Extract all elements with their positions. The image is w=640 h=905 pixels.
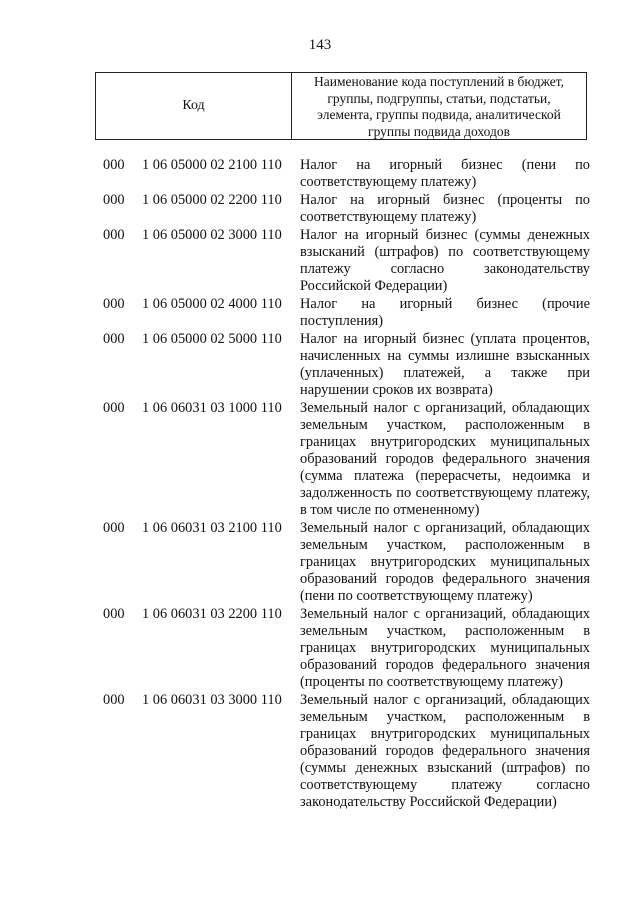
table-row: [0, 192, 640, 226]
description-line: образований городов федерального значения: [300, 571, 590, 587]
description-line: образований городов федерального значения: [300, 451, 590, 467]
description-line: Налог на игорный бизнес (прочие: [300, 296, 590, 312]
table-row: [0, 331, 640, 399]
description-line: в том числе по отмененному): [300, 502, 480, 518]
row-revenue-code: 1 06 06031 03 2100 110: [142, 520, 282, 536]
row-description: [300, 400, 590, 519]
description-line: нарушении сроков их возврата): [300, 382, 493, 398]
description-line: Земельный налог с организаций, обладающих: [300, 606, 590, 622]
description-line: взысканий (штрафов) по соответствующему: [300, 244, 590, 260]
header-name-line: группы подвида доходов: [368, 123, 510, 139]
code-table-body: [0, 157, 640, 812]
row-admin-code: 000: [103, 296, 125, 312]
row-revenue-code: 1 06 05000 02 2100 110: [142, 157, 282, 173]
description-line: законодательству Российской Федерации): [300, 794, 557, 810]
row-description: [300, 227, 590, 295]
row-revenue-code: 1 06 06031 03 1000 110: [142, 400, 282, 416]
description-line: (пени по соответствующему платежу): [300, 588, 533, 604]
description-line: земельным участком, расположенным в: [300, 709, 590, 725]
row-admin-code: 000: [103, 157, 125, 173]
row-admin-code: 000: [103, 606, 125, 622]
description-line: границах внутригородских муниципальных: [300, 726, 590, 742]
table-header: [95, 72, 587, 140]
description-line: задолженность по соответствующему платежу,: [300, 485, 590, 501]
row-admin-code: 000: [103, 227, 125, 243]
row-revenue-code: 1 06 06031 03 3000 110: [142, 692, 282, 708]
row-description: [300, 520, 590, 605]
row-admin-code: 000: [103, 400, 125, 416]
row-revenue-code: 1 06 05000 02 4000 110: [142, 296, 282, 312]
table-row: [0, 157, 640, 191]
row-description: [300, 331, 590, 399]
description-line: образований городов федерального значения: [300, 743, 590, 759]
description-line: платежу согласно законодательству: [300, 261, 590, 277]
description-line: земельным участком, расположенным в: [300, 537, 590, 553]
description-line: границах внутригородских муниципальных: [300, 640, 590, 656]
table-row: [0, 227, 640, 295]
description-line: Земельный налог с организаций, обладающих: [300, 520, 590, 536]
row-revenue-code: 1 06 05000 02 3000 110: [142, 227, 282, 243]
description-line: Налог на игорный бизнес (проценты по: [300, 192, 590, 208]
header-name-cell: [292, 73, 586, 139]
description-line: границах внутригородских муниципальных: [300, 554, 590, 570]
description-line: Налог на игорный бизнес (пени по: [300, 157, 590, 173]
row-revenue-code: 1 06 05000 02 2200 110: [142, 192, 282, 208]
description-line: соответствующему платежу согласно: [300, 777, 590, 793]
description-line: Земельный налог с организаций, обладающих: [300, 400, 590, 416]
row-description: [300, 296, 590, 330]
row-admin-code: 000: [103, 692, 125, 708]
row-description: [300, 692, 590, 811]
row-admin-code: 000: [103, 520, 125, 536]
row-description: [300, 157, 590, 191]
table-row: [0, 606, 640, 691]
header-name-line: группы, подгруппы, статьи, подстатьи,: [327, 90, 551, 106]
row-revenue-code: 1 06 05000 02 5000 110: [142, 331, 282, 347]
description-line: (уплаченных) платежей, а также при: [300, 365, 590, 381]
description-line: (суммы денежных взысканий (штрафов) по: [300, 760, 590, 776]
row-admin-code: 000: [103, 192, 125, 208]
description-line: образований городов федерального значения: [300, 657, 590, 673]
table-row: [0, 400, 640, 519]
row-admin-code: 000: [103, 331, 125, 347]
description-line: земельным участком, расположенным в: [300, 623, 590, 639]
page-number: 143: [308, 37, 332, 53]
row-description: [300, 192, 590, 226]
row-revenue-code: 1 06 06031 03 2200 110: [142, 606, 282, 622]
description-line: земельным участком, расположенным в: [300, 417, 590, 433]
header-code-cell: Код: [96, 73, 292, 139]
header-name-line: Наименование кода поступлений в бюджет,: [313, 74, 564, 89]
row-description: [300, 606, 590, 691]
description-line: Налог на игорный бизнес (суммы денежных: [300, 227, 590, 243]
table-row: [0, 692, 640, 811]
description-line: Земельный налог с организаций, обладающих: [300, 692, 590, 708]
description-line: начисленных на суммы излишне взысканных: [300, 348, 590, 364]
description-line: соответствующему платежу): [300, 209, 477, 225]
description-line: (проценты по соответствующему платежу): [300, 674, 563, 690]
description-line: поступления): [300, 313, 384, 329]
table-row: [0, 296, 640, 330]
description-line: (сумма платежа (перерасчеты, недоимка и: [300, 468, 590, 484]
description-line: границах внутригородских муниципальных: [300, 434, 590, 450]
description-line: соответствующему платежу): [300, 174, 477, 190]
description-line: Налог на игорный бизнес (уплата процентов,: [300, 331, 590, 347]
header-name-line: элемента, группы подвида, аналитической: [317, 107, 561, 122]
table-row: [0, 520, 640, 605]
description-line: Российской Федерации): [300, 278, 448, 294]
